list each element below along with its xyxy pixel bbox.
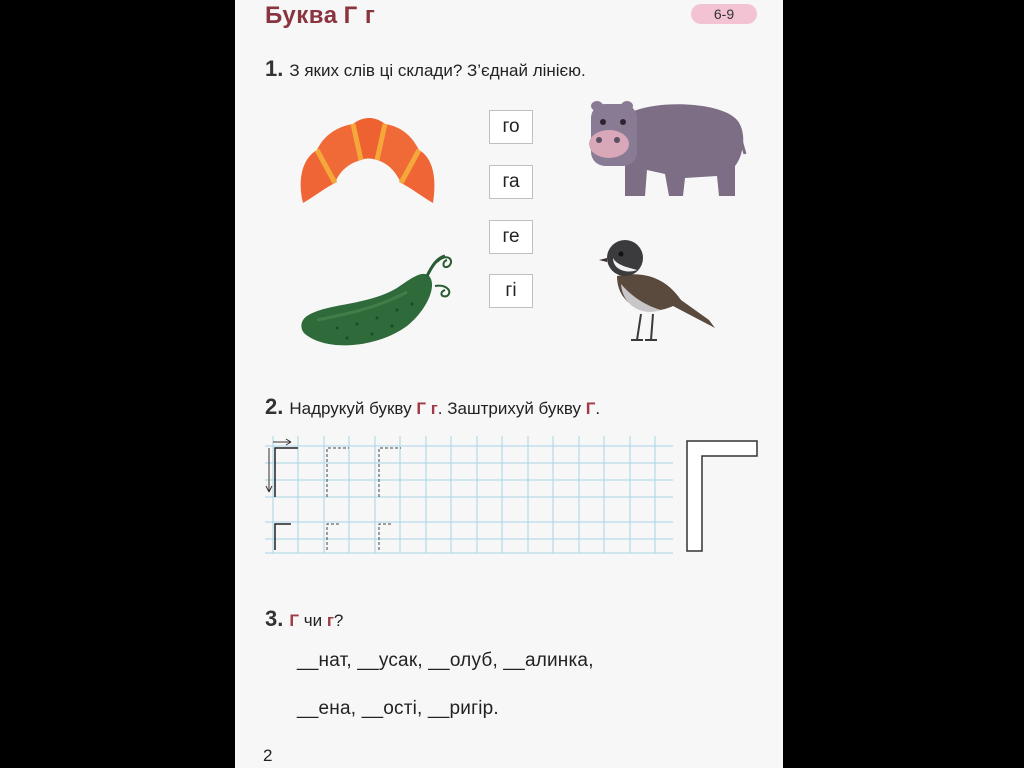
task-2-letters: Г г (416, 399, 438, 418)
task-1-instruction (265, 56, 586, 82)
task-3-letter-b: г (326, 611, 334, 630)
syllable-box-ha[interactable]: га (489, 165, 533, 199)
task-3-instruction (265, 606, 343, 632)
letter-outline-to-shade[interactable] (684, 438, 760, 554)
age-badge: 6-9 (691, 4, 757, 24)
hippo-icon[interactable] (585, 96, 753, 200)
task-3-letter-a: Г (289, 611, 299, 630)
task-2-instruction (265, 394, 600, 420)
sparrow-icon[interactable] (597, 236, 721, 348)
page-title (265, 2, 375, 30)
croissant-icon[interactable] (295, 108, 441, 208)
workbook-page (235, 0, 783, 768)
title-word: Буква (265, 2, 338, 29)
cucumber-icon[interactable] (297, 248, 467, 354)
task-1-number: 1. (265, 56, 284, 81)
handwriting-grid[interactable] (265, 432, 675, 556)
task-2-number: 2. (265, 394, 284, 419)
syllable-box-hi[interactable]: гі (489, 274, 533, 308)
task-3-number: 3. (265, 606, 284, 631)
task-2-text-b: . Заштрихуй букву (437, 399, 582, 418)
title-letters: Г г (343, 2, 376, 29)
page-number: 2 (263, 746, 273, 765)
syllable-box-go[interactable]: го (489, 110, 533, 144)
task-1-text: З яких слів ці склади? З’єднай лінією. (289, 61, 586, 80)
fill-in-words-line-1[interactable]: __нат, __усак, __олуб, __алинка, (297, 650, 594, 671)
fill-in-words-line-2[interactable]: __ена, __ості, __ригір. (297, 698, 499, 719)
task-3-question: ? (333, 611, 344, 630)
syllable-box-he[interactable]: ге (489, 220, 533, 254)
task-3-connector: чи (303, 611, 323, 630)
task-2-text-c: . (595, 399, 601, 418)
task-2-letter-big: Г (585, 399, 596, 418)
task-2-text-a: Надрукуй букву (289, 399, 412, 418)
